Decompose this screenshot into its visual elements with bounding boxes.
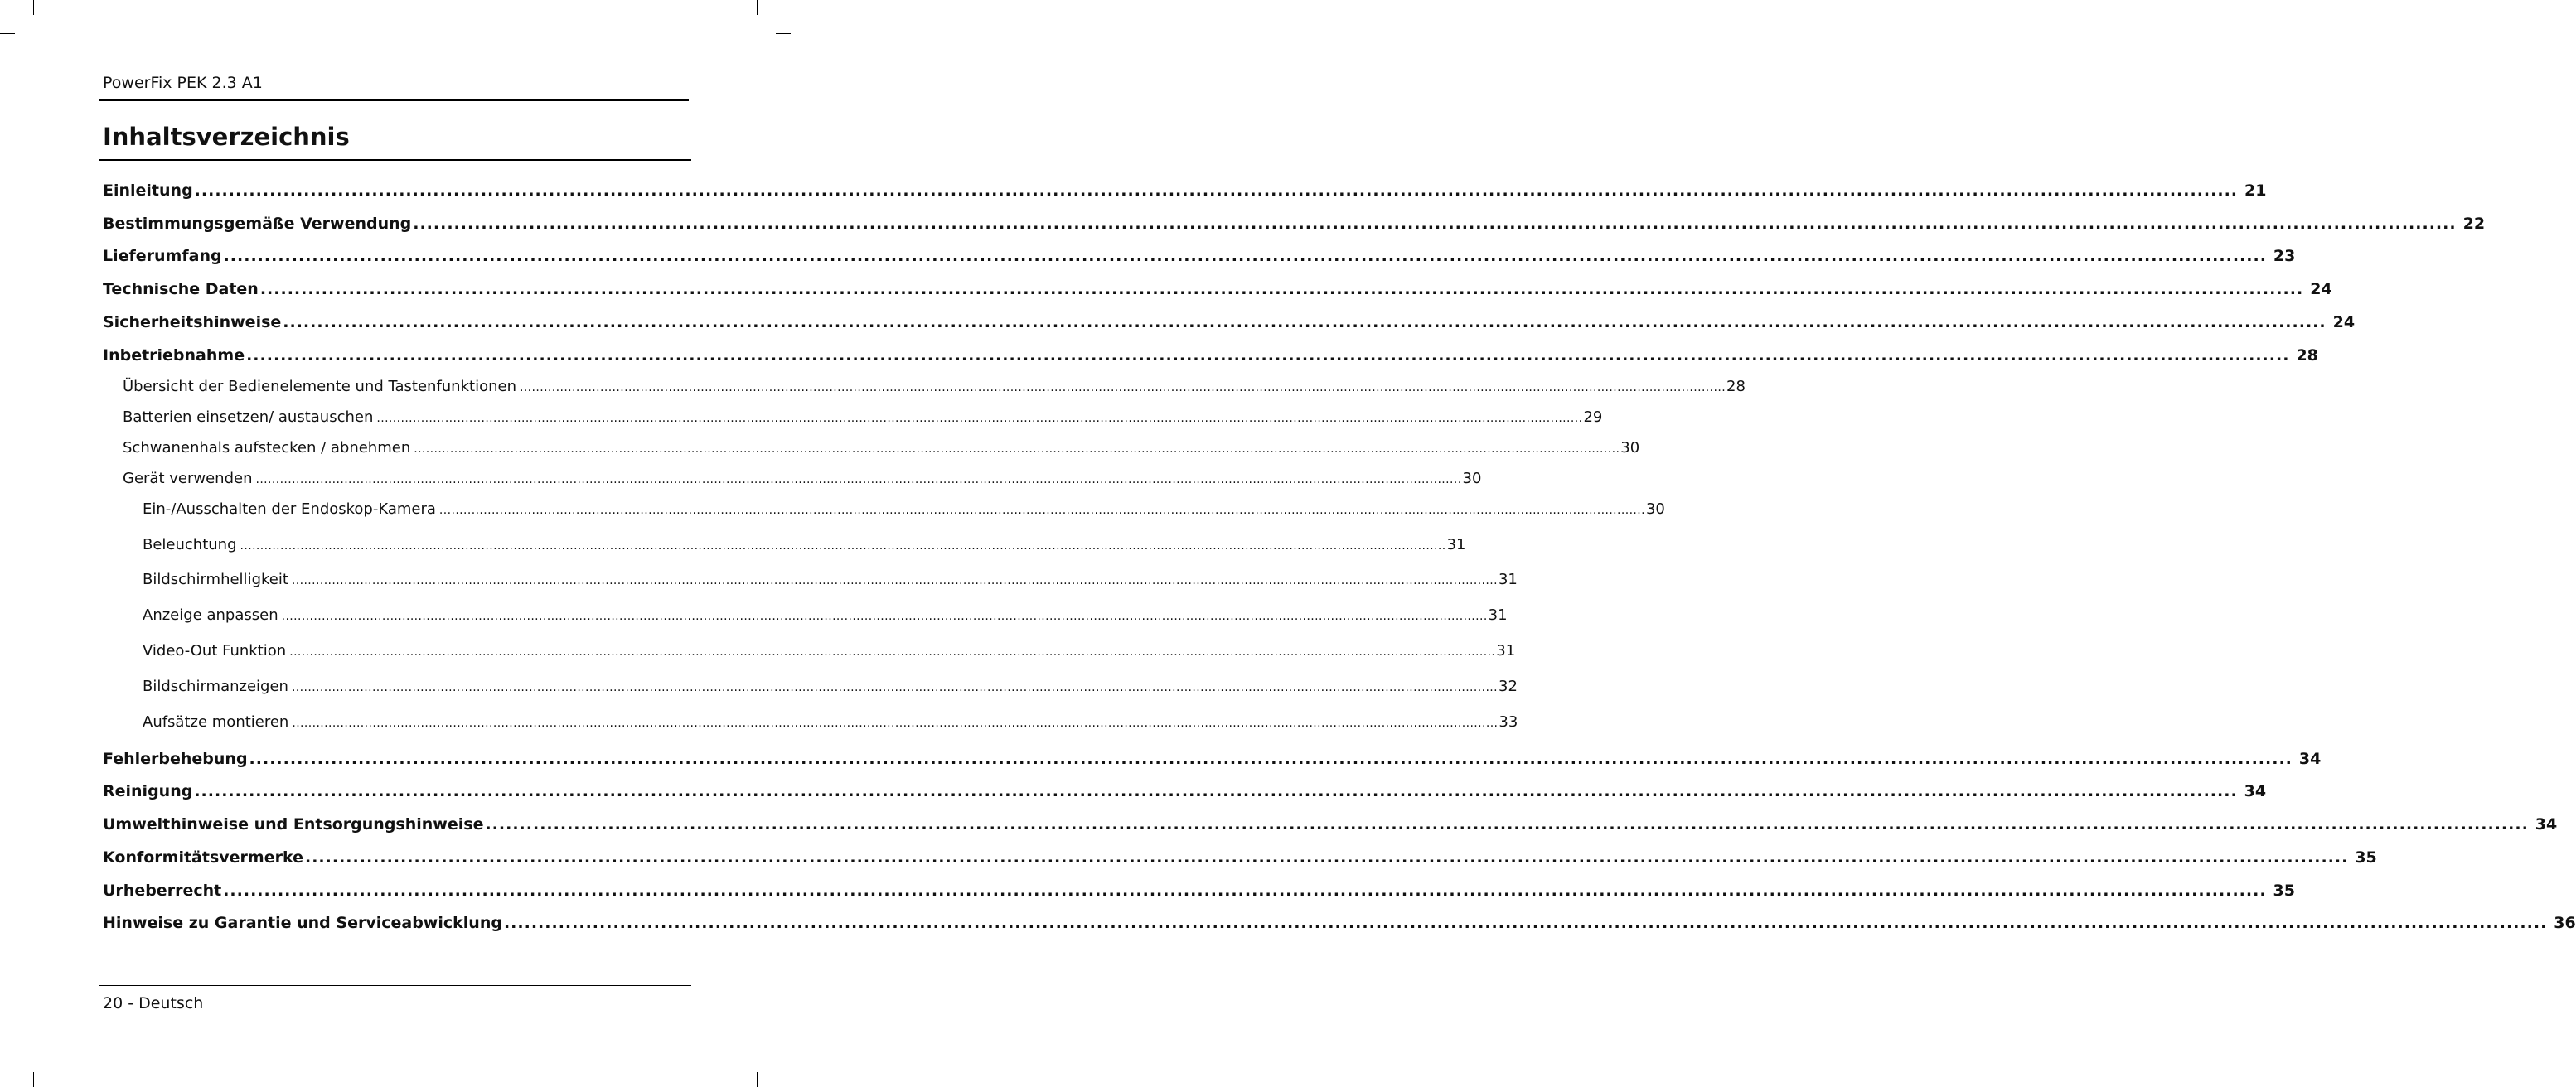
toc-entry-page-number: 30: [1645, 500, 1665, 518]
toc-entry-title: Übersicht der Bedienelemente und Tastenfunktionen: [123, 378, 516, 395]
toc-dot-leader: ............................................................................................................................................................................................................................................................................................................: [413, 215, 2457, 233]
toc-entry-title: Einleitung: [103, 181, 193, 200]
page-title: Inhaltsverzeichnis: [103, 123, 350, 151]
toc-entry[interactable]: [103, 748, 2322, 770]
toc-entry-title: Gerät verwenden: [123, 470, 253, 487]
toc-entry-title: Bildschirmhelligkeit: [143, 571, 288, 588]
footer-rule: [99, 985, 691, 986]
toc-entry[interactable]: [103, 814, 2558, 835]
toc-entry-title: Sicherheitshinweise: [103, 313, 282, 331]
toc-dot-leader: ............................................................................................................................................................................................................................................................................................................: [289, 645, 1496, 659]
toc-entry[interactable]: [143, 569, 1518, 591]
toc-dot-leader: ............................................................................................................................................................................................................................................................................................................: [249, 750, 2293, 768]
toc-entry[interactable]: [103, 880, 2295, 901]
toc-entry-title: Urheberrecht: [103, 882, 222, 900]
toc-dot-leader: ............................................................................................................................................................................................................................................................................................................: [376, 412, 1583, 425]
toc-entry-title: Anzeige anpassen: [143, 606, 278, 624]
toc-dot-leader: ............................................................................................................................................................................................................................................................................................................: [291, 681, 1499, 694]
toc-entry[interactable]: [123, 407, 1603, 428]
toc-dot-leader: ............................................................................................................................................................................................................................................................................................................: [485, 815, 2529, 833]
toc-entry-title: Konformitätsvermerke: [103, 848, 303, 867]
toc-entry[interactable]: [143, 640, 1516, 662]
toc-dot-leader: ............................................................................................................................................................................................................................................................................................................: [240, 539, 1446, 553]
toc-entry-page-number: 24: [2310, 280, 2332, 298]
toc-dot-leader: ............................................................................................................................................................................................................................................................................................................: [255, 473, 1462, 486]
toc-entry-page-number: 30: [1620, 439, 1640, 457]
toc-entry-page-number: 31: [1496, 642, 1516, 659]
toc-dot-leader: ............................................................................................................................................................................................................................................................................................................: [291, 574, 1498, 587]
toc-dot-leader: ............................................................................................................................................................................................................................................................................................................: [519, 381, 1726, 394]
toc-entry[interactable]: [143, 499, 1665, 520]
toc-entry-page-number: 23: [2273, 247, 2296, 265]
toc-entry-title: Reinigung: [103, 782, 193, 800]
toc-entry-page-number: 28: [1726, 378, 1746, 395]
toc-entry[interactable]: [123, 376, 1746, 398]
toc-entry-page-number: 30: [1462, 470, 1482, 487]
running-header: PowerFix PEK 2.3 A1: [103, 74, 263, 92]
toc-dot-leader: ............................................................................................................................................................................................................................................................................................................: [223, 247, 2267, 265]
toc-dot-leader: ............................................................................................................................................................................................................................................................................................................: [246, 346, 2290, 365]
toc-entry[interactable]: [103, 312, 2356, 333]
toc-entry-title: Umwelthinweise und Entsorgungshinweise: [103, 815, 484, 833]
toc-entry[interactable]: [103, 345, 2318, 366]
toc-entry-title: Schwanenhals aufstecken / abnehmen: [123, 439, 411, 457]
toc-entry-title: Beleuchtung: [143, 536, 237, 553]
footer-page-label: 20 - Deutsch: [103, 994, 204, 1012]
toc-entry[interactable]: [143, 712, 1518, 733]
toc-entry[interactable]: [143, 534, 1466, 556]
toc-entry-page-number: 29: [1583, 408, 1603, 426]
toc-entry-title: Technische Daten: [103, 280, 259, 298]
toc-entry-page-number: 28: [2296, 346, 2318, 365]
toc-entry-page-number: 35: [2273, 882, 2295, 900]
toc-entry[interactable]: [103, 278, 2332, 300]
toc-entry-page-number: 32: [1499, 678, 1518, 695]
toc-entry[interactable]: [103, 245, 2296, 267]
toc-entry[interactable]: [143, 676, 1518, 698]
toc-dot-leader: ............................................................................................................................................................................................................................................................................................................: [438, 504, 1645, 517]
toc-entry-page-number: 31: [1446, 536, 1466, 553]
toc-entry-title: Video-Out Funktion: [143, 642, 287, 659]
toc-entry-page-number: 31: [1488, 606, 1508, 624]
toc-entry-page-number: 34: [2244, 782, 2267, 800]
toc-entry[interactable]: [103, 780, 2267, 802]
toc-dot-leader: ............................................................................................................................................................................................................................................................................................................: [281, 610, 1488, 623]
toc-entry-title: Batterien einsetzen/ austauschen: [123, 408, 374, 426]
toc-entry-page-number: 36: [2554, 914, 2576, 932]
toc-entry-title: Ein-/Ausschalten der Endoskop-Kamera: [143, 500, 436, 518]
toc-entry-page-number: 21: [2244, 181, 2267, 200]
toc-entry[interactable]: [123, 468, 1482, 490]
toc-dot-leader: ............................................................................................................................................................................................................................................................................................................: [259, 280, 2304, 298]
toc-dot-leader: ............................................................................................................................................................................................................................................................................................................: [223, 882, 2267, 900]
toc-entry[interactable]: [103, 180, 2267, 201]
toc-entry-page-number: 33: [1499, 713, 1518, 731]
toc-entry-page-number: 34: [2535, 815, 2558, 833]
toc-entry[interactable]: [143, 605, 1508, 626]
toc-entry-page-number: 22: [2462, 215, 2486, 233]
toc-entry-title: Fehlerbehebung: [103, 750, 248, 768]
toc-dot-leader: ............................................................................................................................................................................................................................................................................................................: [283, 313, 2327, 331]
toc-dot-leader: ............................................................................................................................................................................................................................................................................................................: [414, 442, 1620, 456]
toc-entry[interactable]: [123, 437, 1640, 459]
toc-dot-leader: ............................................................................................................................................................................................................................................................................................................: [292, 717, 1499, 730]
toc-dot-leader: ............................................................................................................................................................................................................................................................................................................: [194, 782, 2238, 800]
toc-entry[interactable]: [103, 912, 2576, 934]
toc-entry-title: Hinweise zu Garantie und Serviceabwicklung: [103, 914, 502, 932]
toc-entry-title: Bestimmungsgemäße Verwendung: [103, 215, 412, 233]
toc-entry-page-number: 34: [2298, 750, 2322, 768]
toc-dot-leader: ............................................................................................................................................................................................................................................................................................................: [304, 848, 2349, 867]
toc-entry-page-number: 24: [2332, 313, 2356, 331]
toc-entry-title: Lieferumfang: [103, 247, 222, 265]
toc-entry[interactable]: [103, 847, 2377, 868]
toc-dot-leader: ............................................................................................................................................................................................................................................................................................................: [194, 181, 2239, 200]
toc-entry-title: Inbetriebnahme: [103, 346, 245, 365]
toc-entry-title: Aufsätze montieren: [143, 713, 289, 731]
toc-entry-title: Bildschirmanzeigen: [143, 678, 288, 695]
toc-dot-leader: ............................................................................................................................................................................................................................................................................................................: [503, 914, 2548, 932]
toc-entry-page-number: 35: [2355, 848, 2377, 867]
toc-entry[interactable]: [103, 213, 2486, 234]
toc-entry-page-number: 31: [1498, 571, 1518, 588]
